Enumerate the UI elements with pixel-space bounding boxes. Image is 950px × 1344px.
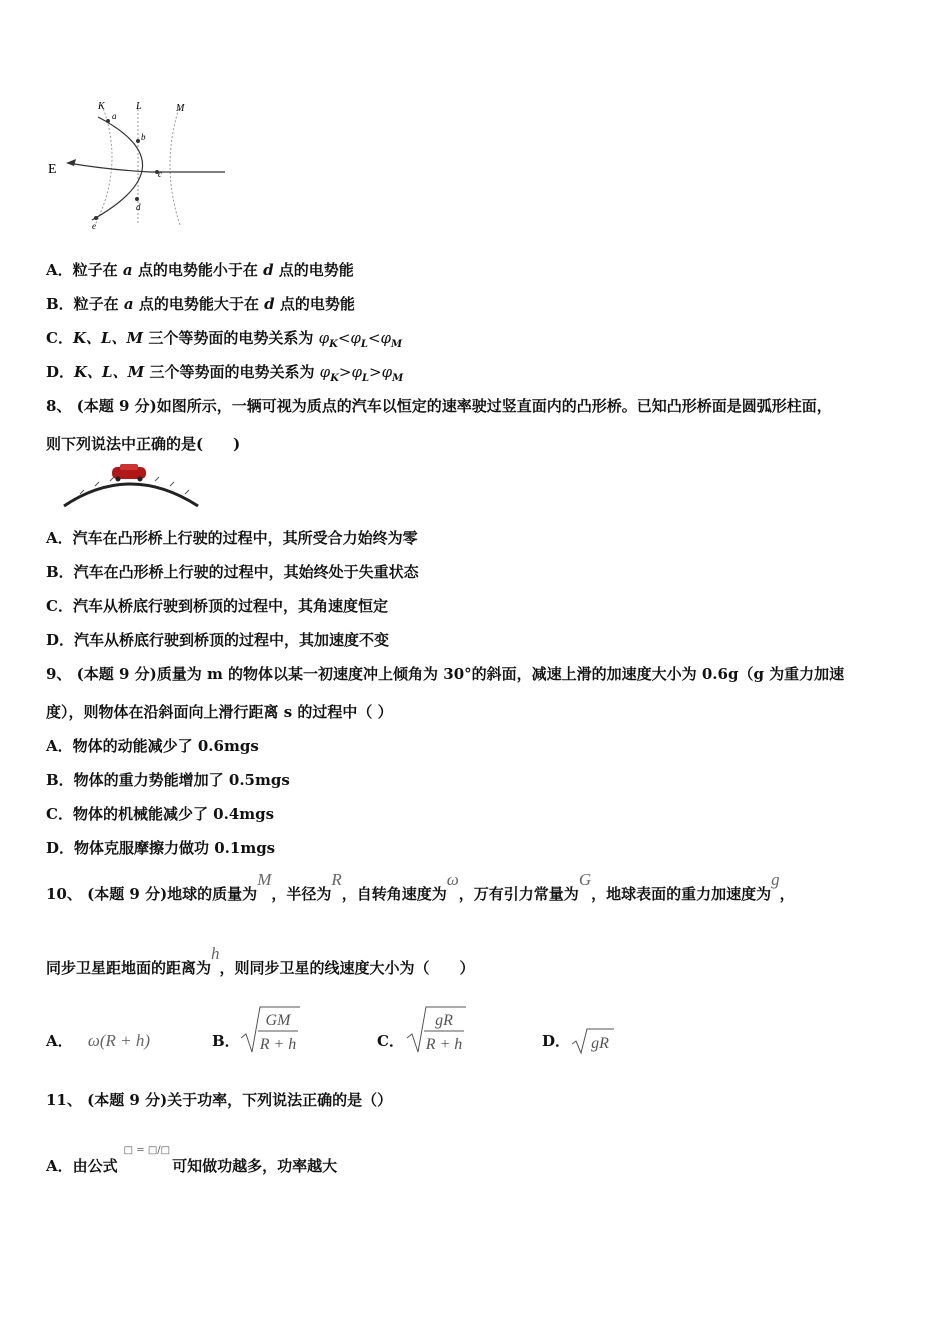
q8-stem-line2: 则下列说法中正确的是( ) xyxy=(46,435,241,453)
q9-option-c: C．物体的机械能减少了 0.4mgs xyxy=(46,805,275,823)
trajectory xyxy=(92,117,143,220)
q8-option-a: A．汽车在凸形桥上行驶的过程中，其所受合力始终为零 xyxy=(46,529,418,547)
label-m: M xyxy=(176,103,185,114)
q10-const-g: G xyxy=(578,870,592,889)
label-k: K xyxy=(98,101,105,112)
field-arrow-icon xyxy=(66,159,76,166)
q7-c-sub-l: L xyxy=(360,339,368,350)
point-b xyxy=(136,139,140,143)
q7-b-pre: B．粒子在 xyxy=(46,295,124,313)
q11-stem: 11、 (本题 9 分)关于功率，下列说法正确的是（） xyxy=(46,1091,393,1109)
q8-option-b: B．汽车在凸形桥上行驶的过程中，其始终处于失重状态 xyxy=(46,563,419,581)
equipotential-figure xyxy=(40,95,240,235)
q10-radius-r: R xyxy=(331,870,342,889)
q9-option-b: B．物体的重力势能增加了 0.5mgs xyxy=(46,771,290,789)
q7-d-op1: > xyxy=(338,363,352,381)
q7-c-phi-k: φ xyxy=(318,329,330,347)
q7-c-pre: C． xyxy=(46,329,73,347)
q9-stem-line1: 9、 (本题 9 分)质量为 m 的物体以某一初速度冲上倾角为 30°的斜面，减速上滑的加速度大小为 0.6g（g 为重力加速 xyxy=(46,665,845,683)
q7-d-sub-k: K xyxy=(330,373,339,384)
q8-option-d: D．汽车从桥底行驶到桥顶的过程中，其加速度不变 xyxy=(46,631,390,649)
q7-d-sub-m: M xyxy=(392,373,404,384)
point-a xyxy=(106,119,110,123)
q10-option-b xyxy=(212,1030,240,1051)
q10-c-den: R + h xyxy=(425,1036,463,1053)
q10-p7: 同步卫星距地面的距离为 xyxy=(46,959,212,977)
label-l: L xyxy=(136,101,142,112)
q10-option-a xyxy=(46,1030,150,1051)
q10-b-den: R + h xyxy=(259,1036,297,1053)
q10-c-num: gR xyxy=(435,1012,453,1029)
q10-a-expr: ω(R + h) xyxy=(87,1031,151,1050)
label-e-field: E xyxy=(48,162,57,177)
convex-bridge-figure xyxy=(60,462,205,512)
q9-option-d: D．物体克服摩擦力做功 0.1mgs xyxy=(46,839,276,857)
q10-mass-m: M xyxy=(257,870,272,889)
q7-c-sub-m: M xyxy=(391,339,403,350)
q10-c-label: C． xyxy=(377,1032,404,1050)
q7-c-op1: < xyxy=(337,329,351,347)
bridge-arc xyxy=(64,484,198,506)
q10-c-formula xyxy=(404,1004,468,1056)
field-line xyxy=(68,163,225,172)
label-a: a xyxy=(112,111,117,121)
q11-a-post: 可知做功越多，功率越大 xyxy=(172,1157,338,1175)
surface-m xyxy=(170,105,180,225)
q7-option-d: D．K、L、M 三个等势面的电势关系为 $\varphi_K>\varphi_L>\varphi_M$ xyxy=(46,363,404,384)
q10-omega: ω xyxy=(446,870,459,889)
q10-d-rad: gR xyxy=(591,1035,609,1052)
label-d: d xyxy=(136,202,141,212)
q7-a-var2: d xyxy=(263,261,274,279)
q10-stem-line1 xyxy=(46,870,795,904)
q7-d-op2: > xyxy=(369,363,382,381)
q10-option-c xyxy=(377,1030,404,1051)
q7-d-phi-k: φ xyxy=(319,363,331,381)
q10-d-label: D． xyxy=(542,1032,571,1050)
q7-a-post: 点的电势能 xyxy=(273,261,354,279)
q10-d-formula xyxy=(570,1026,616,1056)
q11-a-formula: □ = □/□ xyxy=(123,1145,171,1156)
label-e: e xyxy=(92,221,96,231)
q7-option-c: C．K、L、M 三个等势面的电势关系为 $\varphi_K<\varphi_L<\varphi_M$ xyxy=(46,329,403,350)
q7-b-mid: 点的电势能大于在 xyxy=(133,295,265,313)
q7-b-var2: d xyxy=(264,295,275,313)
label-c: c xyxy=(158,169,162,179)
q7-d-pre: D． xyxy=(46,363,75,381)
q7-c-op2: < xyxy=(367,329,381,347)
q7-d-vars: K、L、M xyxy=(74,363,145,381)
q7-d-sub-l: L xyxy=(361,373,370,384)
q10-stem-line2 xyxy=(46,944,475,978)
q7-c-vars: K、L、M xyxy=(72,329,144,347)
q10-a-label: A． xyxy=(46,1032,73,1050)
q10-p5: ，地球表面的重力加速度为 xyxy=(591,885,772,903)
q9-option-a: A．物体的动能减少了 0.6mgs xyxy=(46,737,259,755)
q7-c-sub-k: K xyxy=(329,339,338,350)
q9-stem-line2: 度），则物体在沿斜面向上滑行距离 s 的过程中（ ） xyxy=(46,703,393,721)
q11-a-pre: A．由公式 xyxy=(46,1157,118,1175)
q7-b-post: 点的电势能 xyxy=(274,295,355,313)
q7-b-var1: a xyxy=(123,295,134,313)
q10-p1: 10、 (本题 9 分)地球的质量为 xyxy=(46,885,258,903)
q10-p6: ， xyxy=(779,885,795,903)
q7-a-var1: a xyxy=(122,261,133,279)
q7-a-mid: 点的电势能小于在 xyxy=(132,261,264,279)
q8-stem-line1: 8、 (本题 9 分)如图所示，一辆可视为质点的汽车以恒定的速率驶过竖直面内的凸形桥。已知凸形桥面是圆弧形柱面， xyxy=(46,397,832,415)
q10-b-label: B． xyxy=(212,1032,240,1050)
q7-c-text: 三个等势面的电势关系为 xyxy=(143,329,319,347)
q10-option-d xyxy=(542,1030,570,1051)
point-e xyxy=(94,216,98,220)
point-d xyxy=(135,197,139,201)
q10-p8: ，则同步卫星的线速度大小为（ ） xyxy=(219,959,475,977)
q7-a-pre: A．粒子在 xyxy=(46,261,123,279)
q7-option-a xyxy=(46,260,354,280)
q10-p3: ，自转角速度为 xyxy=(341,885,447,903)
q8-option-c: C．汽车从桥底行驶到桥顶的过程中，其角速度恒定 xyxy=(46,597,388,615)
q10-b-formula xyxy=(238,1004,302,1056)
q10-p4: ，万有引力常量为 xyxy=(458,885,579,903)
q7-option-b xyxy=(46,294,355,314)
q10-height-h: h xyxy=(211,944,220,963)
q11-option-a xyxy=(46,1145,338,1179)
label-b: b xyxy=(141,132,146,142)
q10-p2: ，半径为 xyxy=(271,885,332,903)
q7-d-text: 三个等势面的电势关系为 xyxy=(144,363,320,381)
q10-b-num: GM xyxy=(265,1012,291,1029)
q10-gravity-g: g xyxy=(771,870,780,889)
